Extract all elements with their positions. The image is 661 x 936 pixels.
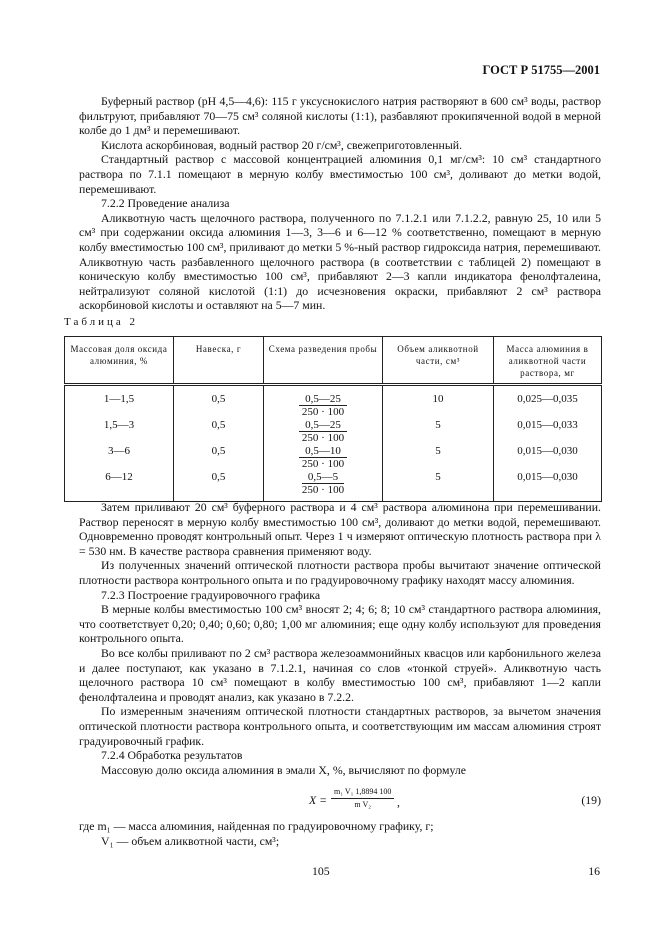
paragraph-ascorbic: Кислота аскорбиновая, водный раствор 20 г/см³, свежеприготовленный.: [101, 137, 463, 152]
dilution-denominator: 250 · 100: [301, 432, 345, 444]
cell-oxide-fraction: [65, 445, 174, 471]
dilution-denominator: 250 · 100: [301, 484, 345, 496]
paragraph-buffer: Буферный раствор (рН 4,5—4,6): 115 г уксуснокислого натрия растворяют в 600 см³ воды, раствор фильтруют, прибавляют 70—75 см³ соляной кислоты (1:1), разбавляют прокипяченной водой в мерной колбе до 1 дм³ и перемешивают.: [79, 94, 601, 138]
cell-sample-mass-text: 0,5: [211, 471, 226, 483]
cell-aliquot-volume-text: 5: [435, 471, 441, 483]
dilution-fraction: [299, 445, 347, 470]
cell-sample-mass: [174, 419, 264, 445]
formula-lhs: X =: [309, 793, 328, 808]
cell-oxide-fraction: [65, 385, 174, 420]
paragraph-subtraction: Из полученных значений оптической плотности раствора пробы вычитают значение оптической плотности раствора контрольного опыта и по градуировочному графику находят массу алюминия.: [79, 558, 601, 587]
document-header: ГОСТ Р 51755—2001: [482, 63, 600, 77]
paragraph-calibration: По измеренным значениям оптической плотности стандартных растворов, за вычетом значения оптической плотности раствора контрольного опыта, и соответствующим им массам алюминия строят градуировочный график.: [79, 704, 601, 748]
cell-aliquot-volume: [383, 471, 494, 502]
cell-oxide-fraction-text: 1—1,5: [103, 393, 135, 405]
table-row: [65, 471, 602, 502]
cell-dilution-scheme: [264, 385, 383, 420]
paragraph-analysis: Аликвотную часть щелочного раствора, полученного по 7.1.2.1 или 7.1.2.2, равную 25, 10 или 5 см³ при содержании оксида алюминия 1—3, 3—6 и 6—12 % соответственно, помещают в мерную колбу вместимостью 100 см³, приливают до метки 5 %-ный раствор гидроксида натрия, перемешивают. Аликвотную часть разбавленного щелочного раствора (в соответствии с таблицей 2) помещают в коническую колбу вместимостью 100 см³, прибавляют 2—3 капли индикатора фенолфталеина, нейтрализуют соляной кислотой (1:1) до исчезновения окраски, прибавляют 2 см³ раствора аскорбиновой кислоты и оставляют на 5—7 мин.: [79, 210, 601, 313]
formula-denominator: m V₂: [354, 800, 372, 810]
cell-aluminium-mass-text: 0,025—0,035: [517, 393, 578, 405]
formula-19: [79, 783, 601, 817]
dilution-denominator: 250 · 100: [301, 406, 345, 418]
cell-sample-mass: [174, 445, 264, 471]
cell-sample-mass: [174, 385, 264, 420]
paragraph-standard-solution: Стандартный раствор с массовой концентрацией алюминия 0,1 мг/см³: 10 см³ стандартного раствора по 7.1.1 помещают в мерную колбу вместимостью 100 см³, доливают до метки водой, перемешивают.: [79, 152, 601, 196]
table-header-row: [65, 337, 602, 385]
paragraph-all-flasks: Во все колбы приливают по 2 см³ раствора железоаммонийных квасцов или карбонильного железа и далее поступают, как указано в 7.1.2.1, начиная со слов «тонкой струей». Аликвотную часть щелочного раствора 10 см³ помещают в колбу вместимостью 100 см³, прибавляют 1—2 капли фенолфталеина и проводят анализ, как указано в 7.2.2.: [79, 645, 601, 704]
paragraph-flasks: В мерные колбы вместимостью 100 см³ вносят 2; 4; 6; 8; 10 см³ стандартного раствора алюминия, что соответствует 0,20; 0,40; 0,60; 0,80; 1,00 мг алюминия; еще одну колбу используют для проведения контрольного опыта.: [79, 602, 601, 646]
cell-dilution-scheme: [264, 445, 383, 471]
cell-aliquot-volume-text: 10: [432, 393, 444, 405]
definition-m1: где m₁ — масса алюминия, найденная по градуировочному графику, г;: [79, 819, 434, 834]
column-header: Навеска, г: [174, 337, 264, 385]
table-row: [65, 385, 602, 420]
cell-aliquot-volume: [383, 419, 494, 445]
cell-aluminium-mass: [494, 385, 602, 420]
table-2: [64, 336, 602, 502]
text-block-top: [79, 94, 601, 313]
cell-oxide-fraction-text: 3—6: [108, 445, 130, 457]
formula-numerator: m₁ V₁ 1,8894 100: [331, 786, 394, 799]
dilution-numerator: 0,5—25: [299, 393, 347, 406]
dilution-fraction: [299, 419, 347, 444]
page-number-center: 105: [312, 864, 330, 878]
column-header: Объем аликвотной части, см³: [383, 337, 494, 385]
paragraph-buffer-addition: Затем приливают 20 см³ буферного раствора и 4 см³ раствора алюминона при перемешивании. Раствор переносят в мерную колбу вместимостью 100 см³, доливают до метки водой, перемешивают. Одновременно проводят контрольный опыт. Через 1 ч измеряют оптическую плотность раствора при λ = 530 нм. В качестве раствора сравнения применяют воду.: [79, 500, 601, 558]
section-heading-7-2-2: 7.2.2 Проведение анализа: [101, 196, 230, 211]
section-heading-7-2-4: 7.2.4 Обработка результатов: [101, 748, 243, 763]
formula-fraction: [331, 786, 394, 811]
dilution-denominator: 250 · 100: [301, 458, 345, 470]
cell-sample-mass: [174, 471, 264, 502]
dilution-numerator: 0,5—25: [299, 419, 347, 432]
cell-aluminium-mass-text: 0,015—0,030: [517, 471, 578, 483]
table-label: Таблица 2: [64, 316, 139, 328]
table-row: [65, 419, 602, 445]
page-number-right: 16: [588, 864, 600, 878]
cell-aliquot-volume-text: 5: [435, 419, 441, 431]
cell-aliquot-volume: [383, 445, 494, 471]
cell-sample-mass-text: 0,5: [211, 393, 226, 405]
dilution-numerator: 0,5—5: [302, 471, 344, 484]
cell-aluminium-mass: [494, 419, 602, 445]
section-heading-7-2-3: 7.2.3 Построение градуировочного графика: [101, 587, 321, 602]
cell-aluminium-mass: [494, 471, 602, 502]
cell-oxide-fraction-text: 1,5—3: [103, 419, 135, 431]
formula-comma: ,: [397, 795, 400, 810]
cell-oxide-fraction: [65, 471, 174, 502]
column-header: Масса алюминия в аликвотной части раствора, мг: [494, 337, 602, 385]
table-row: [65, 445, 602, 471]
cell-dilution-scheme: [264, 471, 383, 502]
dilution-fraction: [302, 471, 344, 496]
cell-oxide-fraction: [65, 419, 174, 445]
cell-oxide-fraction-text: 6—12: [105, 471, 133, 483]
definition-v1: V₁ — объем аликвотной части, см³;: [101, 833, 280, 848]
cell-aliquot-volume-text: 5: [435, 445, 441, 457]
cell-sample-mass-text: 0,5: [211, 445, 226, 457]
text-block-bottom: [79, 500, 601, 848]
cell-aluminium-mass-text: 0,015—0,030: [517, 445, 578, 457]
column-header: Схема разведения пробы: [264, 337, 383, 385]
formula-number: (19): [581, 793, 601, 808]
cell-dilution-scheme: [264, 419, 383, 445]
cell-aluminium-mass: [494, 445, 602, 471]
cell-sample-mass-text: 0,5: [211, 419, 226, 431]
dilution-numerator: 0,5—10: [299, 445, 347, 458]
column-header: Массовая доля оксида алюминия, %: [65, 337, 174, 385]
paragraph-formula-intro: Массовую долю оксида алюминия в эмали X, %, вычисляют по формуле: [101, 762, 466, 777]
dilution-fraction: [299, 393, 347, 418]
cell-aluminium-mass-text: 0,015—0,033: [517, 419, 578, 431]
cell-aliquot-volume: [383, 385, 494, 420]
